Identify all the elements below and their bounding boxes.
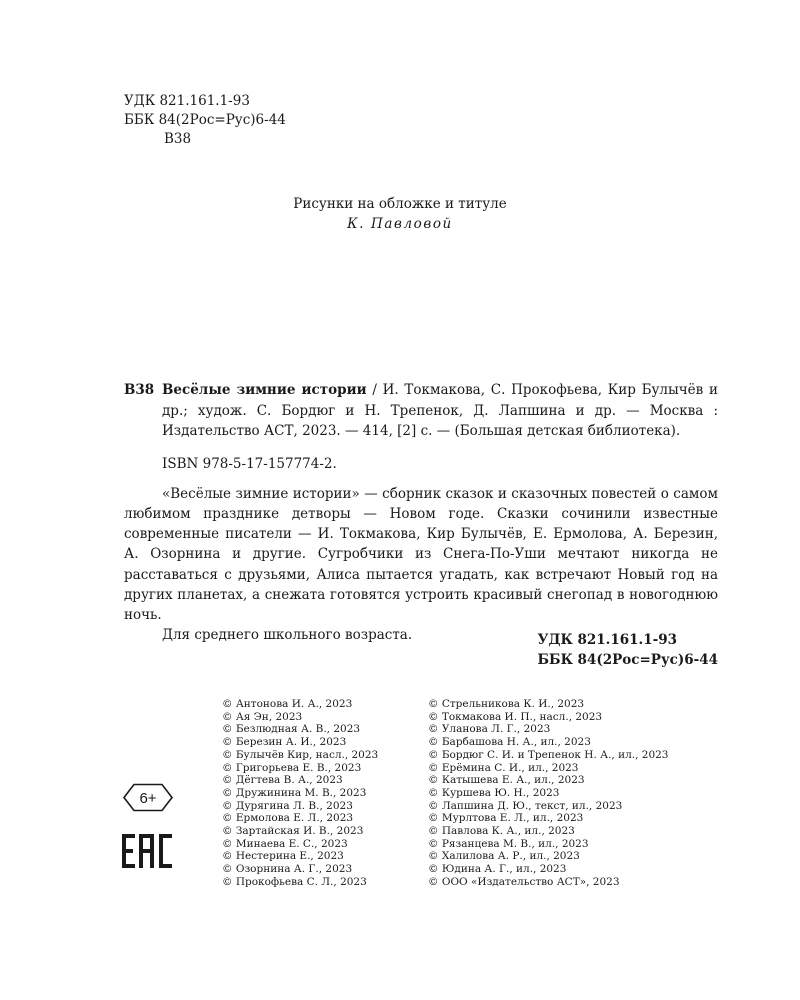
copyright-line: © Уланова Л. Г., 2023	[428, 723, 551, 736]
catalog-entry	[124, 380, 718, 442]
bbk-code: ББК 84(2Рос=Рус)6-44	[124, 112, 286, 128]
illustrations-credit	[0, 194, 800, 234]
classification-header	[124, 92, 286, 149]
entry-description	[124, 380, 718, 442]
copyright-line: © Минаева Е. С., 2023	[222, 837, 348, 850]
age-rating-icon	[122, 783, 174, 812]
bibliographic-details: / И. Токмакова, С. Прокофьева, Кир Булычёв и др.; худож. С. Бордюг и Н. Трепенок, Д. Лапшина и др. — Москва : Издательство АСТ, 2023. — 414, [2] с. — (Большая детская библиотека).	[162, 382, 718, 440]
copyright-line: © Григорьева Е. В., 2023	[222, 761, 362, 774]
classification-footer	[538, 630, 719, 670]
copyright-line: © ООО «Издательство АСТ», 2023	[428, 875, 620, 888]
bbk-code-bottom: ББК 84(2Рос=Рус)6-44	[537, 652, 718, 668]
copyright-line: © Березин А. И., 2023	[222, 736, 347, 749]
udk-code: УДК 821.161.1-93	[124, 93, 250, 109]
age-rating-text: 6+	[139, 790, 157, 807]
copyright-line: © Безлюдная А. В., 2023	[222, 723, 361, 736]
annotation-text: «Весёлые зимние истории» — сборник сказок и сказочных повестей о самом любимом празднике детворы — Новом годе. Сказки сочинили известные современные писатели — И. Токмакова, Кир Булычёв, Е. Ермолова, А. Березин, А. Озорнина и другие. Сугробчики из Снега-По-Уши мечтают никогда не расставаться с друзьями, Алиса пытается угадать, как встречают Новый год на других планетах, а снежата готовятся устроить красивый снегопад в новогоднюю ночь.	[124, 485, 718, 623]
copyright-line: © Дурягина Л. В., 2023	[222, 799, 353, 812]
copyright-line: © Куршева Ю. Н., 2023	[428, 786, 560, 799]
author-code: В38	[164, 131, 192, 147]
copyright-line: © Рязанцева М. В., ил., 2023	[428, 837, 589, 850]
copyright-line: © Павлова К. А., ил., 2023	[428, 825, 575, 838]
copyright-line: © Ермолова Е. Л., 2023	[222, 812, 354, 825]
copyright-column-left	[222, 698, 378, 889]
eac-conformity-mark	[120, 833, 174, 869]
copyright-line: © Бордюг С. И. и Трепенок Н. А., ил., 2023	[428, 748, 669, 761]
age-recommendation: Для среднего школьного возраста.	[162, 627, 413, 644]
catalog-card	[124, 380, 718, 645]
illustrator-name: К. Павловой	[347, 216, 453, 232]
entry-author-mark: В38	[124, 382, 155, 398]
copyright-line: © Дёгтева В. А., 2023	[222, 774, 343, 787]
copyright-line: © Мурлтова Е. Л., ил., 2023	[428, 812, 584, 825]
copyright-line: © Булычёв Кир, насл., 2023	[222, 748, 379, 761]
copyright-column-right	[428, 698, 669, 889]
illustrations-line: Рисунки на обложке и титуле	[293, 196, 507, 212]
age-rating-badge	[122, 783, 174, 812]
copyright-line: © Катышева Е. А., ил., 2023	[428, 774, 585, 787]
udk-code-bottom: УДК 821.161.1-93	[537, 632, 677, 648]
book-title: Весёлые зимние истории	[162, 382, 367, 398]
copyright-line: © Ая Эн, 2023	[222, 710, 303, 723]
copyright-line: © Лапшина Д. Ю., текст, ил., 2023	[428, 799, 623, 812]
copyright-line: © Антонова И. А., 2023	[222, 698, 353, 710]
isbn: ISBN 978-5-17-157774-2.	[162, 455, 337, 472]
copyright-line: © Прокофьева С. Л., 2023	[222, 875, 367, 888]
copyright-line: © Юдина А. Г., ил., 2023	[428, 863, 567, 876]
eac-icon	[120, 833, 174, 869]
copyright-line: © Токмакова И. П., насл., 2023	[428, 710, 603, 723]
copyright-line: © Барбашова Н. А., ил., 2023	[428, 736, 591, 749]
copyright-line: © Озорнина А. Г., 2023	[222, 863, 353, 876]
copyright-line: © Дружинина М. В., 2023	[222, 786, 367, 799]
copyright-line: © Зартайская И. В., 2023	[222, 825, 364, 838]
copyright-line: © Халилова А. Р., ил., 2023	[428, 850, 580, 863]
copyright-line: © Нестерина Е., 2023	[222, 850, 344, 863]
copyright-line: © Стрельникова К. И., 2023	[428, 698, 585, 710]
copyright-line: © Ерёмина С. И., ил., 2023	[428, 761, 579, 774]
